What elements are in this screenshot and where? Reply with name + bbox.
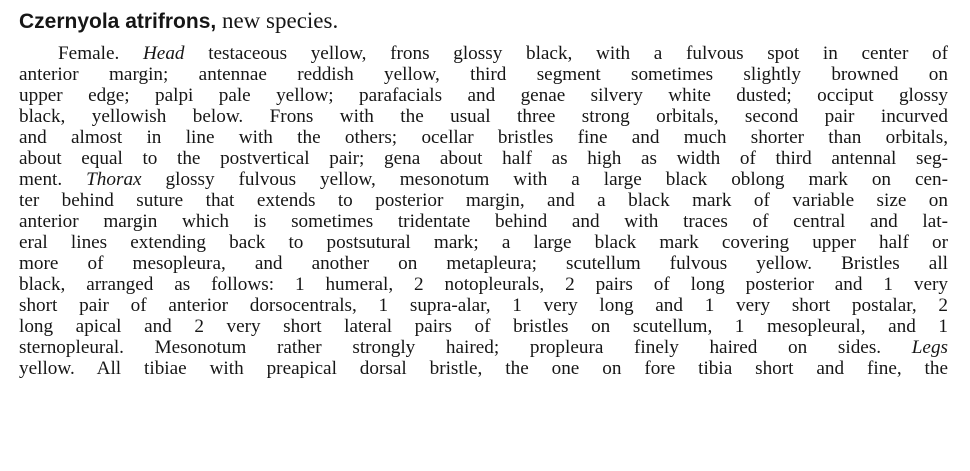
text-line: ment. Thorax glossy fulvous yellow, mesonotum with a large black oblong mark on cen- (19, 169, 948, 190)
description-paragraph (19, 43, 948, 379)
species-name: Czernyola atrifrons, (19, 10, 217, 33)
text-line: Female. Head testaceous yellow, frons glossy black, with a fulvous spot in center of (58, 43, 948, 64)
section-label-thorax: Thorax (86, 169, 142, 190)
text-line: yellow. All tibiae with preapical dorsal bristle, the one on fore tibia short and fine, the (19, 358, 948, 379)
section-label-head: Head (142, 43, 185, 64)
text-line: anterior margin; antennae reddish yellow, third segment sometimes slightly browned on (19, 64, 948, 85)
text-line: more of mesopleura, and another on metapleura; scutellum fulvous yellow. Bristles all (19, 253, 948, 274)
text-line: and almost in line with the others; ocellar bristles fine and much shorter than orbitals, (19, 127, 948, 148)
text-line: eral lines extending back to postsutural mark; a large black mark covering upper half or (19, 232, 948, 253)
text-line: ter behind suture that extends to posterior margin, and a black mark of variable size on (19, 190, 948, 211)
text-line: sternopleural. Mesonotum rather strongly haired; propleura finely haired on sides. Legs (19, 337, 948, 358)
text-line: long apical and 2 very short lateral pairs of bristles on scutellum, 1 mesopleural, and 1 (19, 316, 948, 337)
text-line: short pair of anterior dorsocentrals, 1 supra-alar, 1 very long and 1 very short postalar, 2 (19, 295, 948, 316)
text-line: black, yellowish below. Frons with the usual three strong orbitals, second pair incurved (19, 106, 948, 127)
species-heading (19, 6, 338, 37)
text-line: black, arranged as follows: 1 humeral, 2 notopleurals, 2 pairs of long posterior and 1 very (19, 274, 948, 295)
text-line: upper edge; palpi pale yellow; parafacials and genae silvery white dusted; occiput glossy (19, 85, 948, 106)
text-line: anterior margin which is sometimes tridentate behind and with traces of central and lat- (19, 211, 948, 232)
text-line: about equal to the postvertical pair; gena about half as high as width of third antennal seg- (19, 148, 948, 169)
section-label-legs: Legs (911, 337, 948, 358)
species-status: new species. (216, 8, 339, 33)
